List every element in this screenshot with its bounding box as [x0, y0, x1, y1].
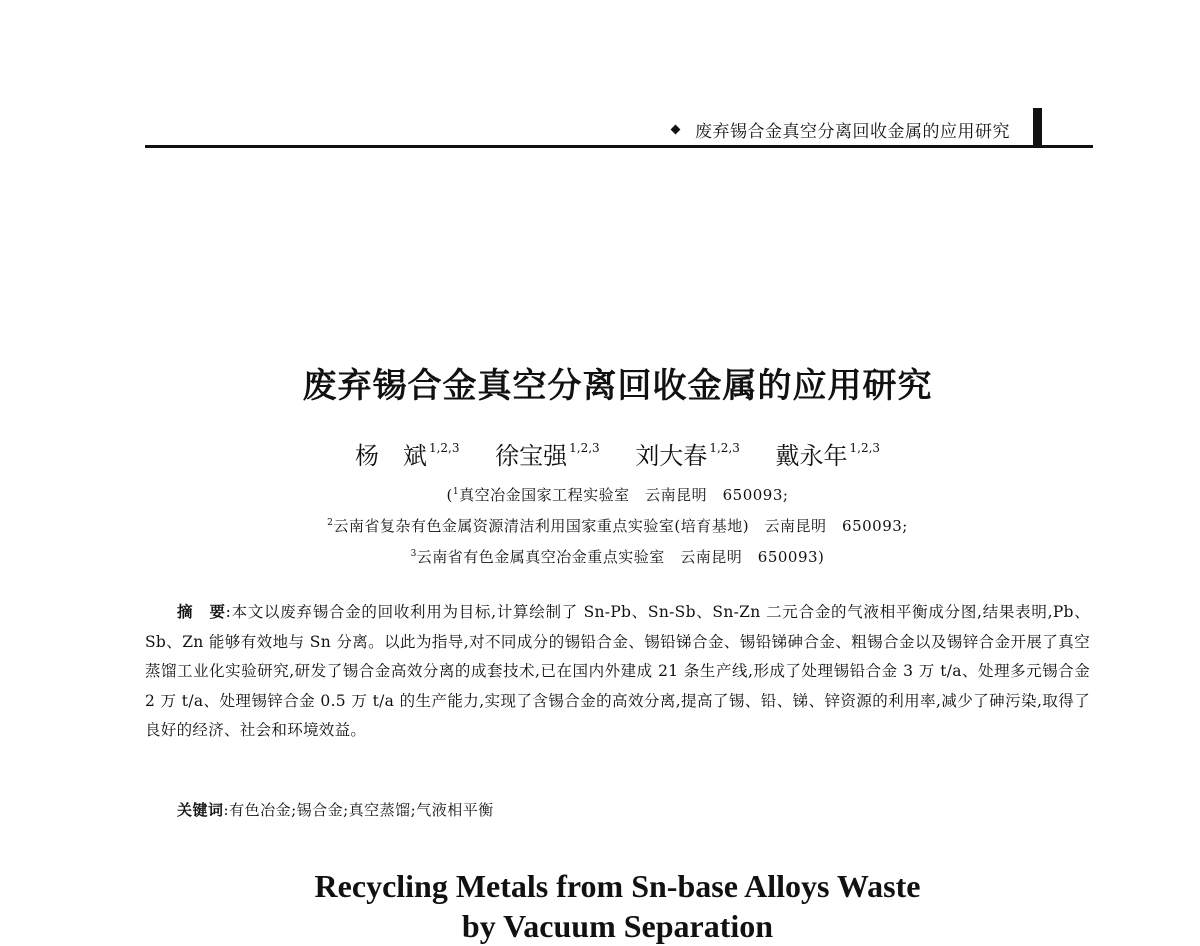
author: 戴永年 $^{1,2,3}$: [775, 441, 881, 470]
author: 徐宝强 $^{1,2,3}$: [495, 441, 600, 470]
abstract: [145, 598, 1090, 746]
author: 刘大春 $^{1,2,3}$: [635, 441, 740, 470]
running-title: 废弃锡合金真空分离回收金属的应用研究: [695, 122, 1010, 142]
english-title: Recycling Metals from Sn-base Alloys Waste by Vacuum Separation: [314, 868, 921, 944]
running-header: [672, 117, 1010, 142]
affiliation: ($^1$真空冶金国家工程实验室 云南昆明 650093;: [446, 486, 789, 504]
paper-title: 废弃锡合金真空分离回收金属的应用研究: [302, 366, 933, 406]
affiliation: $^2$云南省复杂有色金属资源清洁利用国家重点实验室(培育基地) 云南昆明 650093;: [327, 517, 908, 535]
keywords: [177, 799, 494, 820]
diamond-bullet-icon: [671, 125, 681, 135]
header-rule: [145, 145, 1093, 148]
author-list: [0, 436, 1200, 471]
affiliation: $^3$云南省有色金属真空冶金重点实验室 云南昆明 650093): [410, 548, 825, 566]
header-bar-mark: [1033, 108, 1042, 148]
author: 杨 斌 $^{1,2,3}$: [354, 441, 460, 470]
keywords-label: 关键词: [177, 801, 224, 819]
abstract-text: :本文以废弃锡合金的回收利用为目标,计算绘制了 Sn-Pb、Sn-Sb、Sn-Zn 二元合金的气液相平衡成分图,结果表明,Pb、Sb、Zn 能够有效地与 Sn 分离。以此为指导,对不同成分的锡铅合金、锡铅锑合金、锡铅锑砷合金、粗锡合金以及锡锌合金开展了真空蒸馏工业化实验研究,研发了锡合金高效分离的成套技术,已在国内外建成 21 条生产线,形成了处理锡铅合金 3 万 t/a、处理多元锡合金 2 万 t/a、处理锡锌合金 0.5 万 t/a 的生产能力,实现了含锡合金的高效分离,提高了锡、铅、锑、锌资源的利用率,减少了砷污染,取得了良好的经济、社会和环境效益。: [145, 603, 1090, 739]
abstract-label: 摘 要: [177, 603, 226, 621]
keywords-text: :有色冶金;锡合金;真空蒸馏;气液相平衡: [223, 801, 494, 819]
